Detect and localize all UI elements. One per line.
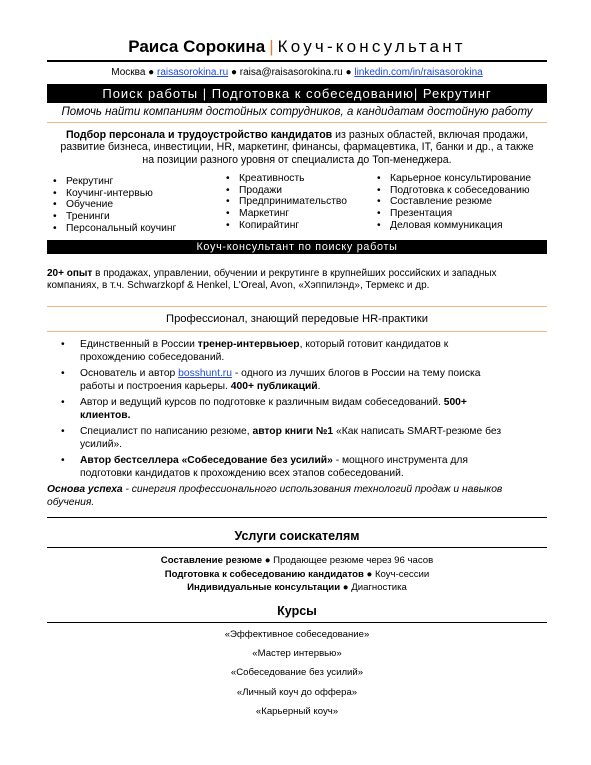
contact-line xyxy=(47,67,547,79)
service-line xyxy=(47,554,547,568)
success-basis xyxy=(47,484,547,509)
skill-item: • Предпринимательство xyxy=(220,196,367,208)
divider xyxy=(47,517,547,518)
contact-bullet: ● xyxy=(148,67,155,78)
services-list xyxy=(47,554,547,595)
skill-item: • Рекрутинг xyxy=(47,176,212,188)
achievement-item xyxy=(47,339,547,364)
skill-item: • Продажи xyxy=(220,185,367,197)
section-heading-coach: Коуч-консультант по поиску работы xyxy=(47,240,547,254)
text: - мощного инструмента для подготовки кандидатов к прохождению всех этапов собеседований. xyxy=(80,455,469,479)
achievements-list xyxy=(47,339,547,480)
course-item: «Личный коуч до оффера» xyxy=(236,686,358,698)
divider xyxy=(47,547,547,548)
achievement-item xyxy=(47,397,547,422)
summary-line3: на позиции разного уровня от специалиста до Топ-менеджера. xyxy=(142,153,452,166)
text-bold: автор книги №1 xyxy=(252,426,334,438)
text-bold: Автор бестселлера «Собеседование без усилий» xyxy=(80,455,333,467)
service-name: Подготовка к собеседованию кандидатов xyxy=(164,568,364,580)
text: «Как написать SMART-резюме без усилий». xyxy=(80,426,502,450)
experience-paragraph xyxy=(47,268,547,292)
services-heading: Услуги соискателям xyxy=(234,529,360,544)
tagline-rule xyxy=(47,122,547,123)
service-line xyxy=(47,581,547,595)
header-rule xyxy=(47,60,547,62)
skill-item: • Карьерное консультирование xyxy=(371,173,547,185)
skill-item: • Презентация xyxy=(371,208,547,220)
linkedin-link[interactable]: linkedin.com/in/raisasorokina xyxy=(354,67,483,78)
text: Единственный в России xyxy=(80,339,198,351)
skills-columns xyxy=(47,173,547,235)
skill-item: • Деловая коммуникация xyxy=(371,220,547,232)
text: Специалист по написанию резюме, xyxy=(80,426,253,438)
skill-item: • Креативность xyxy=(220,173,367,185)
header-separator: | xyxy=(269,37,274,56)
contact-bullet: ● xyxy=(345,67,352,78)
text: Основатель и автор xyxy=(80,368,179,380)
achievement-item xyxy=(47,368,547,393)
skill-item: • Обучение xyxy=(47,199,212,211)
skills-col-3 xyxy=(367,173,547,235)
contact-city: Москва xyxy=(111,67,146,78)
course-item: «Собеседование без усилий» xyxy=(230,667,364,679)
text: - одного из лучших блогов в России на тему поиска работы и построения карьеры. xyxy=(80,368,481,392)
skill-item: • Подготовка к собеседованию xyxy=(371,185,547,197)
contact-email: raisa@raisasorokina.ru xyxy=(239,67,343,78)
skill-item: • Персональный коучинг xyxy=(47,223,212,235)
skill-item: • Коучинг-интервью xyxy=(47,188,212,200)
skill-item: • Тренинги xyxy=(47,211,212,223)
courses-list xyxy=(47,629,547,718)
skills-col-1 xyxy=(47,176,212,235)
course-item: «Карьерный коуч» xyxy=(255,705,339,717)
text-bold: 400+ публикаций xyxy=(230,380,318,392)
courses-heading: Курсы xyxy=(277,603,317,618)
text-bold: 500+ клиентов. xyxy=(80,397,467,421)
person-name: Раиса Сорокина xyxy=(128,37,266,56)
text-bold: тренер-интервьюер xyxy=(197,339,300,351)
summary-block xyxy=(47,129,547,166)
experience-bold: 20+ опыт xyxy=(47,268,93,280)
divider xyxy=(47,331,547,332)
experience-text: в продажах, управлении, обучении и рекрутинге в крупнейших российских и западных компаниях, в т.ч. Schwarzkopf & Henkel, L'Oreal, Avon, «Хэппилэнд», Термекс и др. xyxy=(47,268,497,292)
achievement-item xyxy=(47,455,547,480)
text: Автор и ведущий курсов по подготовке к различным видам собеседований. xyxy=(80,397,444,409)
blog-link[interactable]: bosshunt.ru xyxy=(178,368,232,380)
resume-page xyxy=(47,36,547,725)
summary-line1: из разных областей, включая продажи, xyxy=(332,129,529,141)
service-line xyxy=(47,568,547,582)
text-bold: Основа успеха xyxy=(47,484,123,496)
skills-col-2 xyxy=(212,173,367,235)
resume-header xyxy=(47,36,547,58)
skill-item: • Копирайтинг xyxy=(220,220,367,232)
achievement-item xyxy=(47,426,547,451)
website-link[interactable]: raisasorokina.ru xyxy=(157,67,229,78)
skill-item: • Маркетинг xyxy=(220,208,367,220)
summary-bold-lead: Подбор персонала и трудоустройство кандидатов xyxy=(65,129,333,141)
focus-banner: Поиск работы | Подготовка к собеседованию| Рекрутинг xyxy=(47,84,547,103)
service-detail: ● Коуч-сессии xyxy=(363,568,430,580)
text: - синергия профессионального использования технологий продаж и навыков обучения. xyxy=(47,484,503,508)
service-name: Составление резюме xyxy=(160,555,263,567)
divider xyxy=(47,306,547,307)
divider xyxy=(47,622,547,623)
job-title: Коуч-консультант xyxy=(277,37,466,56)
service-name: Индивидуальные консультации xyxy=(187,582,341,594)
course-item: «Эффективное собеседование» xyxy=(224,628,370,640)
service-detail: ● Диагностика xyxy=(340,582,407,594)
skill-item: • Составление резюме xyxy=(371,196,547,208)
text: . xyxy=(317,380,321,392)
contact-bullet: ● xyxy=(230,67,237,78)
service-detail: ● Продающее резюме через 96 часов xyxy=(262,555,434,567)
tagline: Помочь найти компаниям достойных сотрудников, а кандидатам достойную работу xyxy=(61,106,533,118)
summary-line2: развитие бизнеса, инвестиции, HR, маркетинг, финансы, фармацевтика, IT, банки и др., а также xyxy=(60,141,534,154)
course-item: «Мастер интервью» xyxy=(252,648,342,660)
text: , который готовит кандидатов к прохождению собеседований. xyxy=(80,339,449,363)
subheading: Профессионал, знающий передовые HR-практики xyxy=(166,313,428,326)
